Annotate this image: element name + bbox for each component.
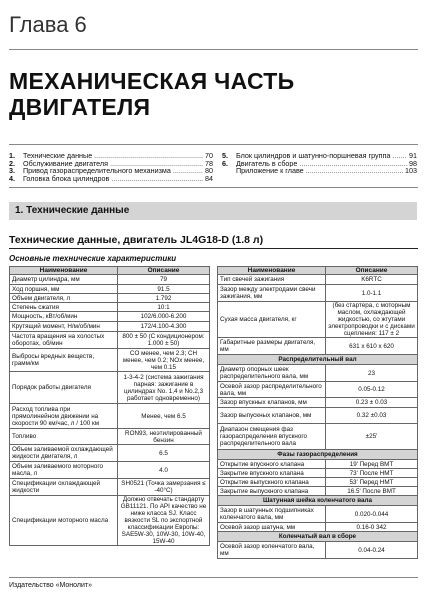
toc-item-text: Двигатель в сборе .....: [236, 160, 407, 168]
param-value: 53' Перед НМТ: [326, 478, 418, 487]
table-row: [10, 275, 210, 285]
table-row: [218, 487, 418, 496]
param-value: 800 ± 50 (С кондиционером: 1.000 ± 50): [118, 332, 210, 349]
param-value: 6.5: [118, 445, 210, 462]
table-header: Описание: [118, 267, 210, 275]
table-row: [218, 338, 418, 355]
title-rule: [9, 144, 418, 145]
param-value: 631 х 610 х 620: [326, 338, 418, 355]
param-name: Мощность, кВт/об/мин: [10, 312, 118, 322]
param-name: Зазор впускных клапанов, мм: [218, 398, 326, 408]
param-value: 0.020-0.044: [326, 506, 418, 523]
toc-item-number: 4.: [9, 174, 15, 184]
table-row: [218, 469, 418, 478]
param-value: 0.05-0.12: [326, 382, 418, 398]
param-value: 1-3-4-2 (система зажигания парная: зажигание в цилиндрах No. 1,4 и No.2,3 работает одновременно): [118, 372, 210, 404]
toc-item-page: 78: [205, 158, 213, 168]
toc-item-number: 3.: [9, 166, 15, 176]
param-value: RON93, неэтилированный бензин: [118, 429, 210, 445]
group-heading: Шатунная шейка коленчатого вала: [218, 496, 418, 506]
toc-item-number: 2.: [9, 158, 15, 168]
table-row: [218, 523, 418, 532]
table-row: [218, 302, 418, 338]
subtitle: Технические данные, двигатель JL4G18-D (1.8 л): [9, 234, 264, 246]
param-name: Осевой зазор коленчатого вала, мм: [218, 542, 326, 559]
param-value: SH0521 (Точка замерзания ≤ -40°C): [118, 479, 210, 496]
param-value: Менее, чем 6.5: [118, 404, 210, 429]
toc-rule: [9, 187, 418, 188]
toc-item-text: Привод газораспределительного механизма .....: [23, 167, 203, 175]
subtitle-rule: [9, 248, 418, 249]
param-name: Диаметр опорных шеек распределительного вала, мм: [218, 365, 326, 382]
table-row: [218, 542, 418, 559]
group-heading: Распределительный вал: [218, 355, 418, 365]
toc-item-number: [222, 167, 236, 175]
table-group-row: [218, 355, 418, 365]
subsubtitle: Основные технические характеристики: [9, 254, 177, 263]
param-value: 16.5' После ВМТ: [326, 487, 418, 496]
table-row: [10, 303, 210, 312]
toc-item-number: 1.: [9, 151, 15, 160]
table-row: [10, 332, 210, 349]
table-row: [10, 322, 210, 332]
group-heading: Фазы газораспределения: [218, 450, 418, 460]
param-name: Открытие впускного клапана: [218, 460, 326, 469]
table-group-row: [218, 496, 418, 506]
param-name: Выбросы вредных веществ, грамм/км: [10, 349, 118, 372]
spec-table-right: [217, 266, 418, 559]
toc-item: [9, 152, 213, 160]
param-name: Сухая масса двигателя, кг: [218, 302, 326, 338]
param-name: Расход топлива при прямолинейном движении на скорости 90 км/час, л / 100 км: [10, 404, 118, 429]
table-row: [10, 445, 210, 462]
table-header: Наименование: [218, 267, 326, 275]
table-row: [10, 312, 210, 322]
toc-item-page: 80: [205, 166, 213, 176]
param-name: Осевой зазор шатуна, мм: [218, 523, 326, 532]
page-title: МЕХАНИЧЕСКАЯ ЧАСТЬ ДВИГАТЕЛЯ: [9, 68, 295, 120]
table-row: [218, 382, 418, 398]
table-header: Наименование: [10, 267, 118, 275]
table-row: [10, 496, 210, 546]
toc-item-number: 5.: [222, 151, 228, 160]
param-name: Крутящий момент, Н/м/об/мин: [10, 322, 118, 332]
table-group-row: [218, 532, 418, 542]
param-name: Степень сжатия: [10, 303, 118, 312]
param-value: CO менее, чем 2.3; CH менее, чем 0.2; NOx менее, чем 0.15: [118, 349, 210, 372]
param-name: Спецификации моторного масла: [10, 496, 118, 546]
param-name: Зазор выпускных клапанов, мм: [218, 408, 326, 424]
param-value: 0.32 ±0.03: [326, 408, 418, 424]
toc-right: [222, 152, 417, 175]
param-name: Габаритные размеры двигателя, мм: [218, 338, 326, 355]
param-name: Топливо: [10, 429, 118, 445]
param-value: 19' Перед ВМТ: [326, 460, 418, 469]
header-rule: [9, 49, 418, 50]
table-row: [10, 285, 210, 294]
param-name: Открытие выпускного клапана: [218, 478, 326, 487]
param-value: 172/4.100-4.300: [118, 322, 210, 332]
param-value: 102/6.000-6.200: [118, 312, 210, 322]
param-name: Объем заливаемого моторного масла, л: [10, 462, 118, 479]
toc-left: [9, 152, 213, 183]
toc-item: [9, 175, 213, 183]
table-row: [10, 294, 210, 303]
param-value: K6RTC: [326, 275, 418, 285]
table-row: [218, 424, 418, 450]
table-row: [218, 408, 418, 424]
toc-item-page: 91: [409, 151, 417, 160]
param-value: 4.0: [118, 462, 210, 479]
param-name: Частота вращения на холостых оборотах, об/мин: [10, 332, 118, 349]
toc-item: [9, 160, 213, 168]
chapter-label: Глава 6: [9, 12, 87, 37]
toc-item-text: Технические данные .....: [23, 152, 203, 160]
table-row: [10, 349, 210, 372]
param-value: 0.16-0 342: [326, 523, 418, 532]
table-row: [10, 429, 210, 445]
table-group-row: [218, 450, 418, 460]
param-name: Объем заливаемой охлаждающей жидкости двигателя, л: [10, 445, 118, 462]
toc-item-text: Обслуживание двигателя .....: [23, 160, 203, 168]
table-row: [218, 460, 418, 469]
toc-item-page: 84: [205, 174, 213, 184]
param-value: 23: [326, 365, 418, 382]
param-name: Зазор в шатунных подшипниках коленчатого вала, мм: [218, 506, 326, 523]
toc-item-page: 98: [409, 158, 417, 168]
toc-item-text: Головка блока цилиндров .....: [23, 175, 203, 183]
table-header: Описание: [326, 267, 418, 275]
param-name: Ход поршня, мм: [10, 285, 118, 294]
param-name: Порядок работы двигателя: [10, 372, 118, 404]
param-name: Закрытие впускного клапана: [218, 469, 326, 478]
table-row: [10, 372, 210, 404]
table-row: [218, 285, 418, 302]
param-name: Объем двигателя, л: [10, 294, 118, 303]
table-row: [218, 365, 418, 382]
param-name: Осевой зазор распределительного вала, мм: [218, 382, 326, 398]
param-name: Спецификации охлаждающей жидкости: [10, 479, 118, 496]
publisher: Издательство «Монолит»: [9, 582, 93, 589]
param-name: Закрытие выпускного клапана: [218, 487, 326, 496]
table-row: [218, 478, 418, 487]
toc-item-text: Приложение к главе .....: [236, 167, 403, 175]
table-row: [218, 275, 418, 285]
param-value: ±25': [326, 424, 418, 450]
spec-table-left: [9, 266, 210, 546]
footer-rule: [9, 577, 418, 578]
param-name: Зазор между электродами свечи зажигания, мм: [218, 285, 326, 302]
param-value: 1.0-1.1: [326, 285, 418, 302]
param-value: 0.04-0.24: [326, 542, 418, 559]
toc-item: [222, 152, 417, 160]
table-row: [10, 479, 210, 496]
toc-item-page: 70: [205, 151, 213, 160]
table-row: [10, 462, 210, 479]
param-value: 73' После НМТ: [326, 469, 418, 478]
toc-item: [222, 160, 417, 168]
toc-item-page: 103: [405, 166, 417, 176]
table-row: [218, 506, 418, 523]
toc-item-text: Блок цилиндров и шатунно-поршневая группа .....: [236, 152, 407, 160]
param-value: 91.5: [118, 285, 210, 294]
param-value: 79: [118, 275, 210, 285]
toc-item-number: 6.: [222, 158, 228, 168]
param-value: 0.23 ± 0.03: [326, 398, 418, 408]
toc-item: [9, 167, 213, 175]
param-value: Должно отвечать стандарту GB11121. По API качество не ниже класса SJ. Класс вязкости SL по экспортной классификации Европы: SAE5W-30, 10W-30, 10W-40, 15W-40: [118, 496, 210, 546]
table-row: [10, 404, 210, 429]
param-value: 1.792: [118, 294, 210, 303]
param-name: Тип свечей зажигания: [218, 275, 326, 285]
group-heading: Коленчатый вал в сборе: [218, 532, 418, 542]
table-row: [218, 398, 418, 408]
param-value: (без стартера, с моторным маслом, охлаждающей жидкостью, со жгутами электропроводки и с дисками сцепления: 117 ± 2: [326, 302, 418, 338]
section-title: 1. Технические данные: [9, 202, 417, 220]
param-name: Диаметр цилиндра, мм: [10, 275, 118, 285]
param-value: 10:1: [118, 303, 210, 312]
toc-item: [222, 167, 417, 175]
param-name: Диапазон смещения фаз газораспределения впускного распределительного вала: [218, 424, 326, 450]
